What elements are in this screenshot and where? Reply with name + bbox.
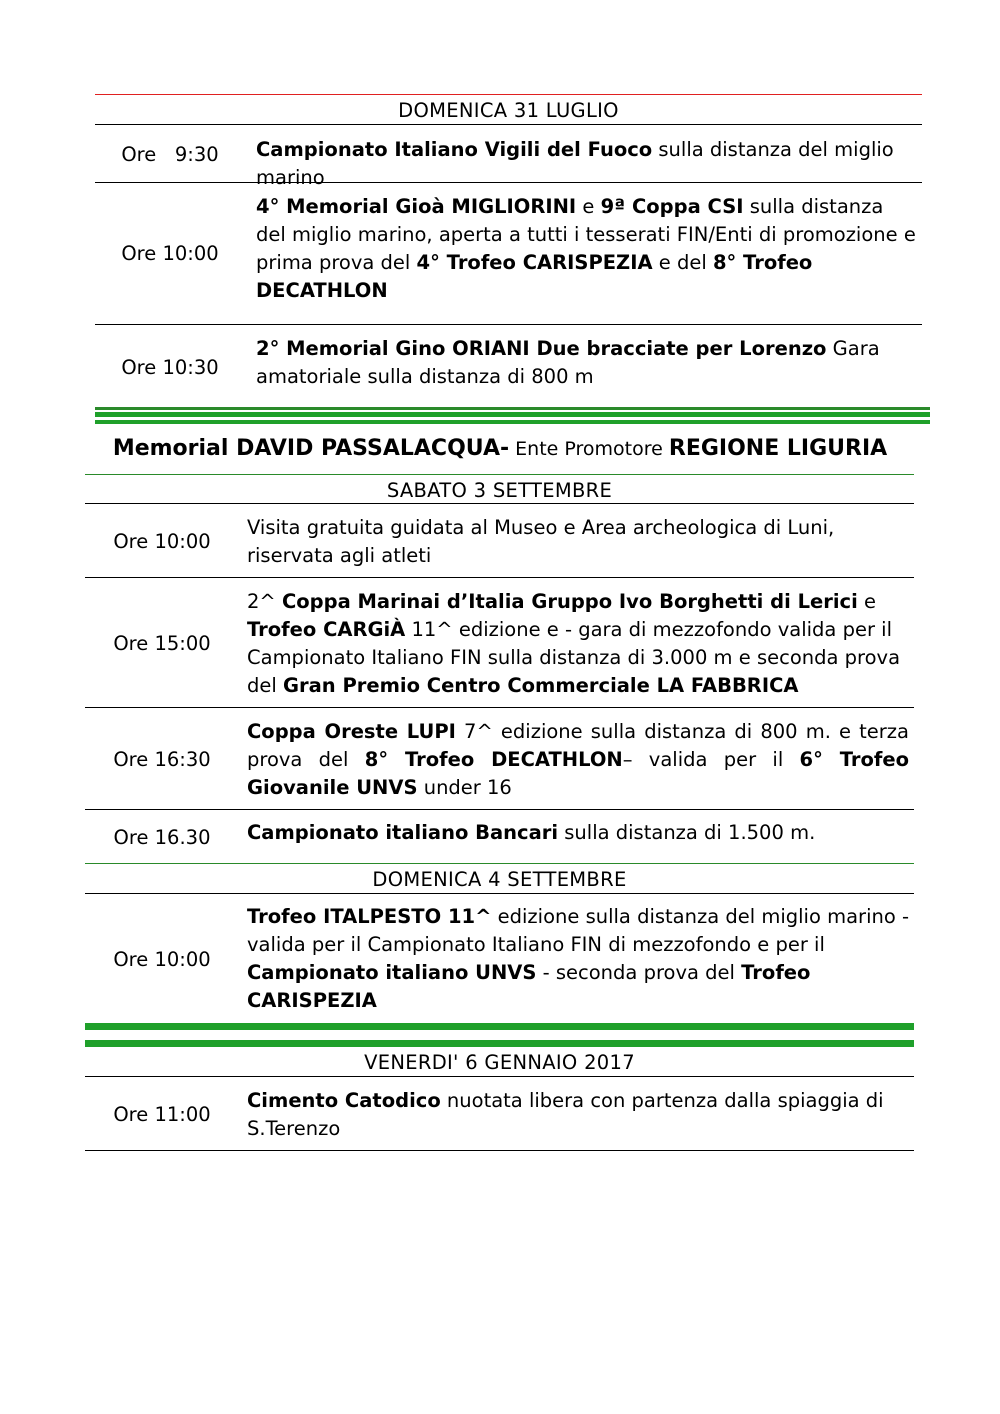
green-rule	[85, 863, 914, 864]
green-separator	[85, 1023, 914, 1030]
event-time: Ore 10:00	[113, 530, 211, 553]
event-highlight: Campionato italiano Bancari	[247, 821, 559, 844]
event-highlight: Campionato Italiano Vigili del Fuoco	[256, 138, 653, 161]
event-text: edizione sulla distanza del miglio marino - valida per il Campionato Italiano FIN di mezzofondo e per il	[247, 905, 910, 956]
event-text: Gara amatoriale sulla distanza di 800 m	[256, 337, 880, 388]
event-text: – valida per il	[622, 748, 800, 771]
event-highlight: 6° Trofeo Giovanile UNVS	[247, 748, 909, 799]
row-divider	[95, 182, 922, 183]
row-divider	[95, 324, 922, 325]
memorial-promoter: REGIONE LIGURIA	[668, 436, 888, 461]
event-highlight: Coppa Marinai d’Italia Gruppo Ivo Borghetti di Lerici	[281, 590, 858, 613]
event-text: 7^ edizione sulla distanza di 800 m. e terza prova del	[247, 720, 909, 771]
event-description	[247, 1087, 909, 1143]
event-description	[247, 588, 909, 700]
event-highlight: Trofeo ITALPESTO 11^	[247, 905, 492, 928]
day-heading: SABATO 3 SETTEMBRE	[386, 479, 613, 502]
row-divider	[95, 124, 922, 125]
top-red-rule	[95, 94, 922, 95]
event-time: Ore 16:30	[113, 748, 211, 771]
day-heading: DOMENICA 31 LUGLIO	[398, 99, 619, 122]
event-time: Ore 16.30	[113, 826, 211, 849]
memorial-name: Memorial DAVID PASSALACQUA-	[112, 436, 510, 461]
event-highlight: 8° Trofeo DECATHLON	[256, 251, 813, 302]
event-highlight: Gran Premio Centro Commerciale LA FABBRICA	[283, 674, 799, 697]
event-time: Ore 11:00	[113, 1103, 211, 1126]
memorial-promoter-label: Ente Promotore	[509, 438, 669, 460]
green-separator	[95, 407, 930, 410]
event-highlight: Trofeo CARGiÀ	[247, 618, 406, 641]
row-divider	[85, 503, 914, 504]
event-description	[247, 903, 909, 1015]
green-separator	[95, 412, 930, 417]
day-heading: VENERDI' 6 GENNAIO 2017	[364, 1051, 635, 1074]
event-time: Ore 9:30	[121, 143, 219, 166]
event-text: sulla distanza di 1.500 m.	[558, 821, 816, 844]
row-divider	[85, 893, 914, 894]
green-separator	[85, 1040, 914, 1047]
event-time: Ore 10:00	[121, 242, 219, 265]
event-time: Ore 10:00	[113, 948, 211, 971]
event-description	[256, 335, 916, 391]
event-text: Visita gratuita guidata al Museo e Area archeologica di Luni, riservata agli atleti	[247, 516, 835, 567]
event-text: e del	[652, 251, 713, 274]
event-text: 11^ edizione e - gara di mezzofondo valida per il Campionato Italiano FIN sulla distanza di 3.000 m e seconda prova del	[247, 618, 901, 697]
event-highlight: 9ª Coppa CSI	[600, 195, 744, 218]
event-time: Ore 15:00	[113, 632, 211, 655]
green-separator	[95, 420, 930, 424]
event-highlight: 8° Trofeo DECATHLON	[364, 748, 623, 771]
event-description	[247, 819, 909, 847]
event-highlight: Campionato italiano UNVS	[247, 961, 537, 984]
event-text: e	[576, 195, 601, 218]
row-divider	[85, 707, 914, 708]
event-text: e	[857, 590, 876, 613]
event-text: sulla distanza del miglio marino, aperta a tutti i tesserati FIN/Enti di promozione e prima prova del	[256, 195, 916, 274]
day-heading: DOMENICA 4 SETTEMBRE	[372, 868, 627, 891]
event-highlight: 2° Memorial Gino ORIANI Due bracciate per Lorenzo	[256, 337, 827, 360]
event-text: 2^	[247, 590, 282, 613]
event-highlight: Coppa Oreste LUPI	[247, 720, 456, 743]
row-divider	[85, 1076, 914, 1077]
event-highlight: Cimento Catodico	[247, 1089, 441, 1112]
event-highlight: 4° Memorial Gioà MIGLIORINI	[256, 195, 577, 218]
event-highlight: 4° Trofeo CARISPEZIA	[416, 251, 653, 274]
event-text: - seconda prova del	[536, 961, 742, 984]
table-bottom-rule	[85, 1150, 914, 1151]
event-description	[247, 514, 909, 570]
event-description	[247, 718, 909, 802]
row-divider	[85, 809, 914, 810]
event-text: nuotata libera con partenza dalla spiaggia di S.Terenzo	[247, 1089, 884, 1140]
event-text: under 16	[417, 776, 512, 799]
event-time: Ore 10:30	[121, 356, 219, 379]
memorial-title	[85, 436, 915, 461]
event-text: sulla distanza del miglio marino	[256, 138, 894, 189]
event-description	[256, 193, 916, 305]
event-highlight: Trofeo CARISPEZIA	[247, 961, 811, 1012]
green-rule	[85, 474, 914, 475]
row-divider	[85, 577, 914, 578]
event-description	[256, 136, 916, 192]
